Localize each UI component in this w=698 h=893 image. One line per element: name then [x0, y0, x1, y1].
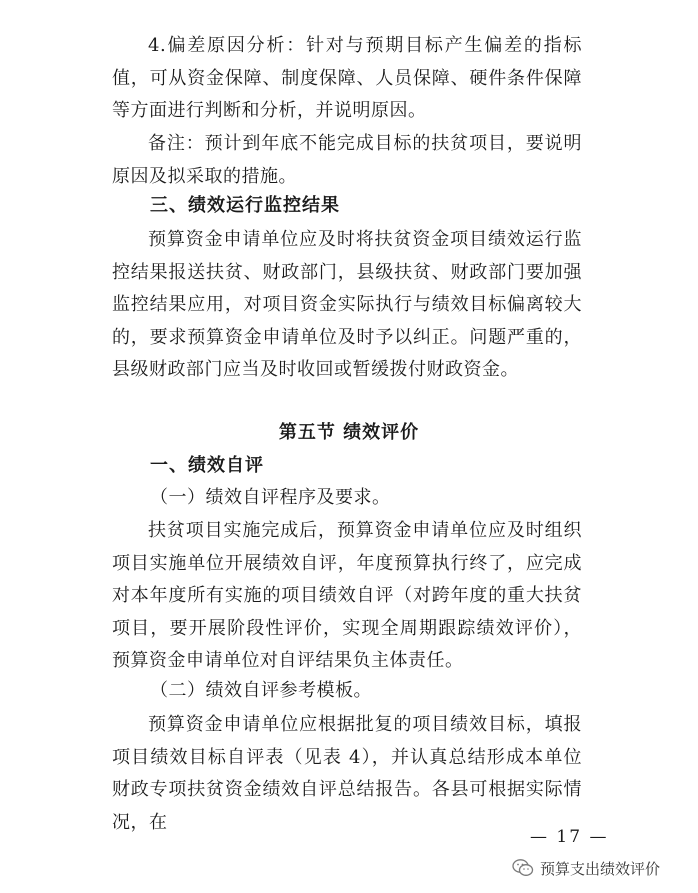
- watermark: [512, 856, 660, 880]
- page-number: — 17 —: [530, 827, 609, 847]
- subheading-procedure: （一）绩效自评程序及要求。: [150, 487, 391, 508]
- section-title: 第五节 绩效评价: [278, 422, 420, 443]
- paragraph-deviation-analysis: 4.偏差原因分析：针对与预期目标产生偏差的指标值，可从资金保障、制度保障、人员保障、硬件条件保障等方面进行判断和分析，并说明原因。: [112, 35, 582, 121]
- watermark-text: 预算支出绩效评价: [540, 859, 661, 878]
- heading-self-evaluation: 一、绩效自评: [150, 455, 264, 476]
- paragraph-monitoring-results: 预算资金申请单位应及时将扶贫资金项目绩效运行监控结果报送扶贫、财政部门，县级扶贫、财政部门要加强监控结果应用，对项目资金实际执行与绩效目标偏离较大的，要求预算资金申请单位及时予以纠正。问题严重的，县级财政部门应当及时收回或暂缓拨付财政资金。: [112, 229, 582, 380]
- heading-monitoring-results: 三、绩效运行监控结果: [150, 195, 340, 216]
- wechat-icon: [512, 858, 534, 878]
- paragraph-template: 预算资金申请单位应根据批复的项目绩效目标，填报项目绩效目标自评表（见表 4），并认真总结形成本单位财政专项扶贫资金绩效自评总结报告。各县可根据实际情况，在: [112, 714, 582, 833]
- paragraph-note: 备注：预计到年底不能完成目标的扶贫项目，要说明原因及拟采取的措施。: [112, 133, 582, 187]
- subheading-template: （二）绩效自评参考模板。: [150, 680, 372, 701]
- paragraph-procedure: 扶贫项目实施完成后，预算资金申请单位应及时组织项目实施单位开展绩效自评，年度预算执行终了，应完成对本年度所有实施的项目绩效自评（对跨年度的重大扶贫项目，要开展阶段性评价，实现全周期跟踪绩效评价），预算资金申请单位对自评结果负主体责任。: [112, 520, 582, 671]
